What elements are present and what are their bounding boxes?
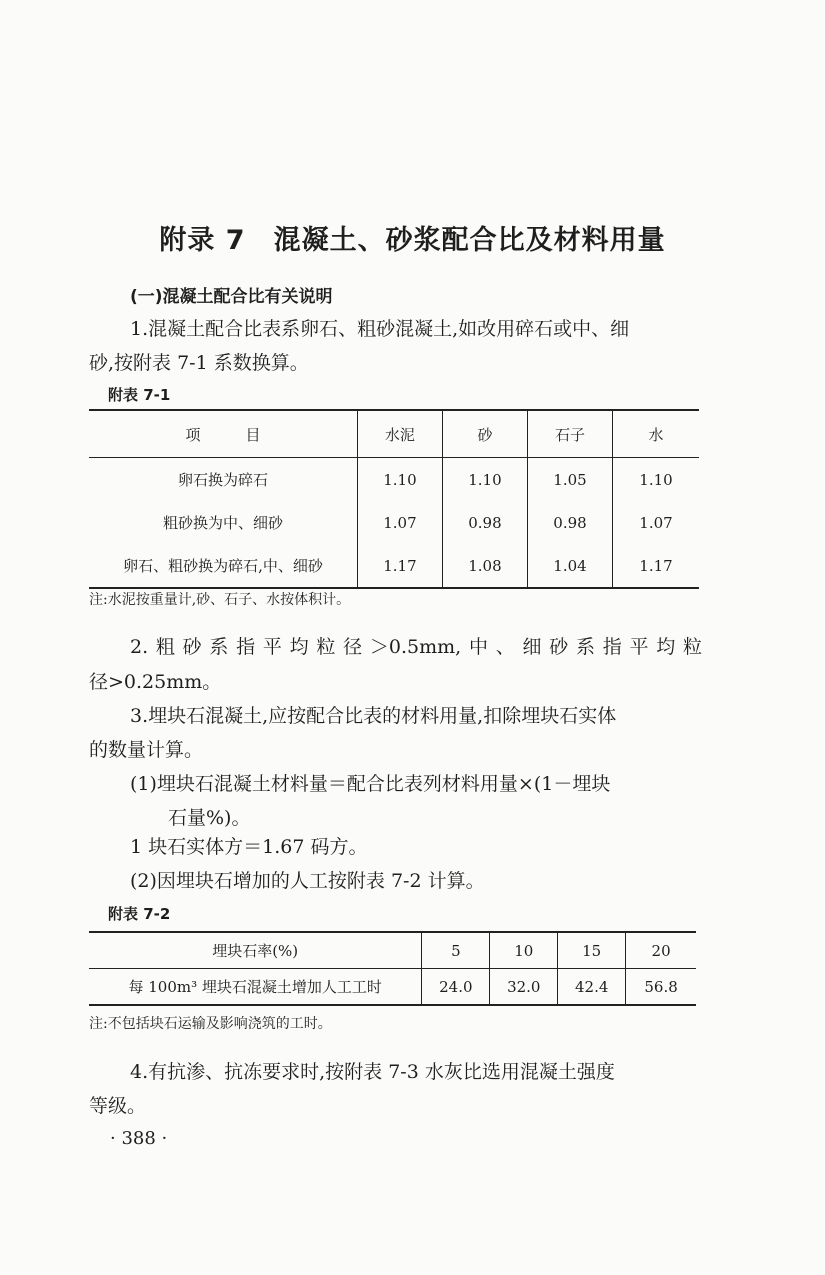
table-1-note: 注:水泥按重量计,砂、石子、水按体积计。 <box>89 592 351 608</box>
paragraph-3-line-1: 3.埋块石混凝土,应按配合比表的材料用量,扣除埋块石实体 <box>130 705 617 727</box>
item-2: (2)因埋块石增加的人工按附表 7-2 计算。 <box>130 870 485 892</box>
table-cell: 卵石、粗砂换为碎石,中、细砂 <box>123 557 323 575</box>
table-cell: 1.07 <box>357 501 442 544</box>
table-1-header-row <box>89 410 699 458</box>
table-cell: 1.10 <box>613 458 700 502</box>
table-2 <box>89 931 696 1006</box>
table-cell: 1.05 <box>527 458 612 502</box>
table-cell: 1.04 <box>527 544 612 588</box>
table-1-header-sand: 砂 <box>442 410 527 458</box>
table-cell: 42.4 <box>558 969 626 1006</box>
table-1-header-cement: 水泥 <box>357 410 442 458</box>
item-1-line-2: 石量%)。 <box>168 807 251 829</box>
item-1-line-1: (1)埋块石混凝土材料量＝配合比表列材料用量×(1－埋块 <box>130 773 611 795</box>
table-1-header-water: 水 <box>613 410 700 458</box>
table-cell: 0.98 <box>527 501 612 544</box>
paragraph-3-line-2: 的数量计算。 <box>89 739 204 761</box>
table-cell: 1.17 <box>357 544 442 588</box>
table-2-header-20: 20 <box>626 932 696 969</box>
table-2-header-10: 10 <box>490 932 558 969</box>
table-1 <box>89 409 699 589</box>
paragraph-1-line-2: 砂,按附表 7-1 系数换算。 <box>89 352 309 374</box>
table-2-row-label: 每 100m³ 埋块石混凝土增加人工工时 <box>128 978 382 996</box>
table-2-label: 附表 7-2 <box>108 905 171 923</box>
table-cell: 1.08 <box>442 544 527 588</box>
table-cell: 1.10 <box>442 458 527 502</box>
paragraph-1-line-1: 1.混凝土配合比表系卵石、粗砂混凝土,如改用碎石或中、细 <box>130 318 630 340</box>
table-cell: 24.0 <box>422 969 490 1006</box>
table-row <box>89 501 699 544</box>
section-heading: (一)混凝土配合比有关说明 <box>130 287 333 307</box>
table-2-header-5: 5 <box>422 932 490 969</box>
table-2-header-row <box>89 932 696 969</box>
table-1-header-item: 项 目 <box>89 410 357 458</box>
table-cell: 0.98 <box>442 501 527 544</box>
paragraph-4-line-2: 等级。 <box>89 1095 147 1117</box>
paragraph-4-line-1: 4.有抗渗、抗冻要求时,按附表 7-3 水灰比选用混凝土强度 <box>130 1061 615 1083</box>
table-cell: 粗砂换为中、细砂 <box>162 514 283 532</box>
table-row <box>89 544 699 588</box>
table-cell: 卵石换为碎石 <box>177 471 268 489</box>
table-cell: 32.0 <box>490 969 558 1006</box>
table-1-header-stone: 石子 <box>527 410 612 458</box>
table-row <box>89 458 699 502</box>
page-number: · 388 · <box>110 1128 168 1149</box>
conversion-note: 1 块石实体方＝1.67 码方。 <box>130 836 368 858</box>
table-cell: 56.8 <box>626 969 696 1006</box>
table-2-note: 注:不包括块石运输及影响浇筑的工时。 <box>89 1016 332 1032</box>
table-cell: 1.10 <box>357 458 442 502</box>
paragraph-2-line-2: 径>0.25mm。 <box>89 671 222 693</box>
table-1-label: 附表 7-1 <box>108 386 171 404</box>
table-2-header-rate: 埋块石率(%) <box>89 932 422 969</box>
page-title: 附录 7 混凝土、砂浆配合比及材料用量 <box>159 225 666 256</box>
table-cell: 1.17 <box>613 544 700 588</box>
table-row <box>89 969 696 1006</box>
paragraph-2-line-1: 2.粗砂系指平均粒径＞0.5mm,中、细砂系指平均粒 <box>130 636 702 658</box>
table-cell: 1.07 <box>613 501 700 544</box>
table-2-header-15: 15 <box>558 932 626 969</box>
